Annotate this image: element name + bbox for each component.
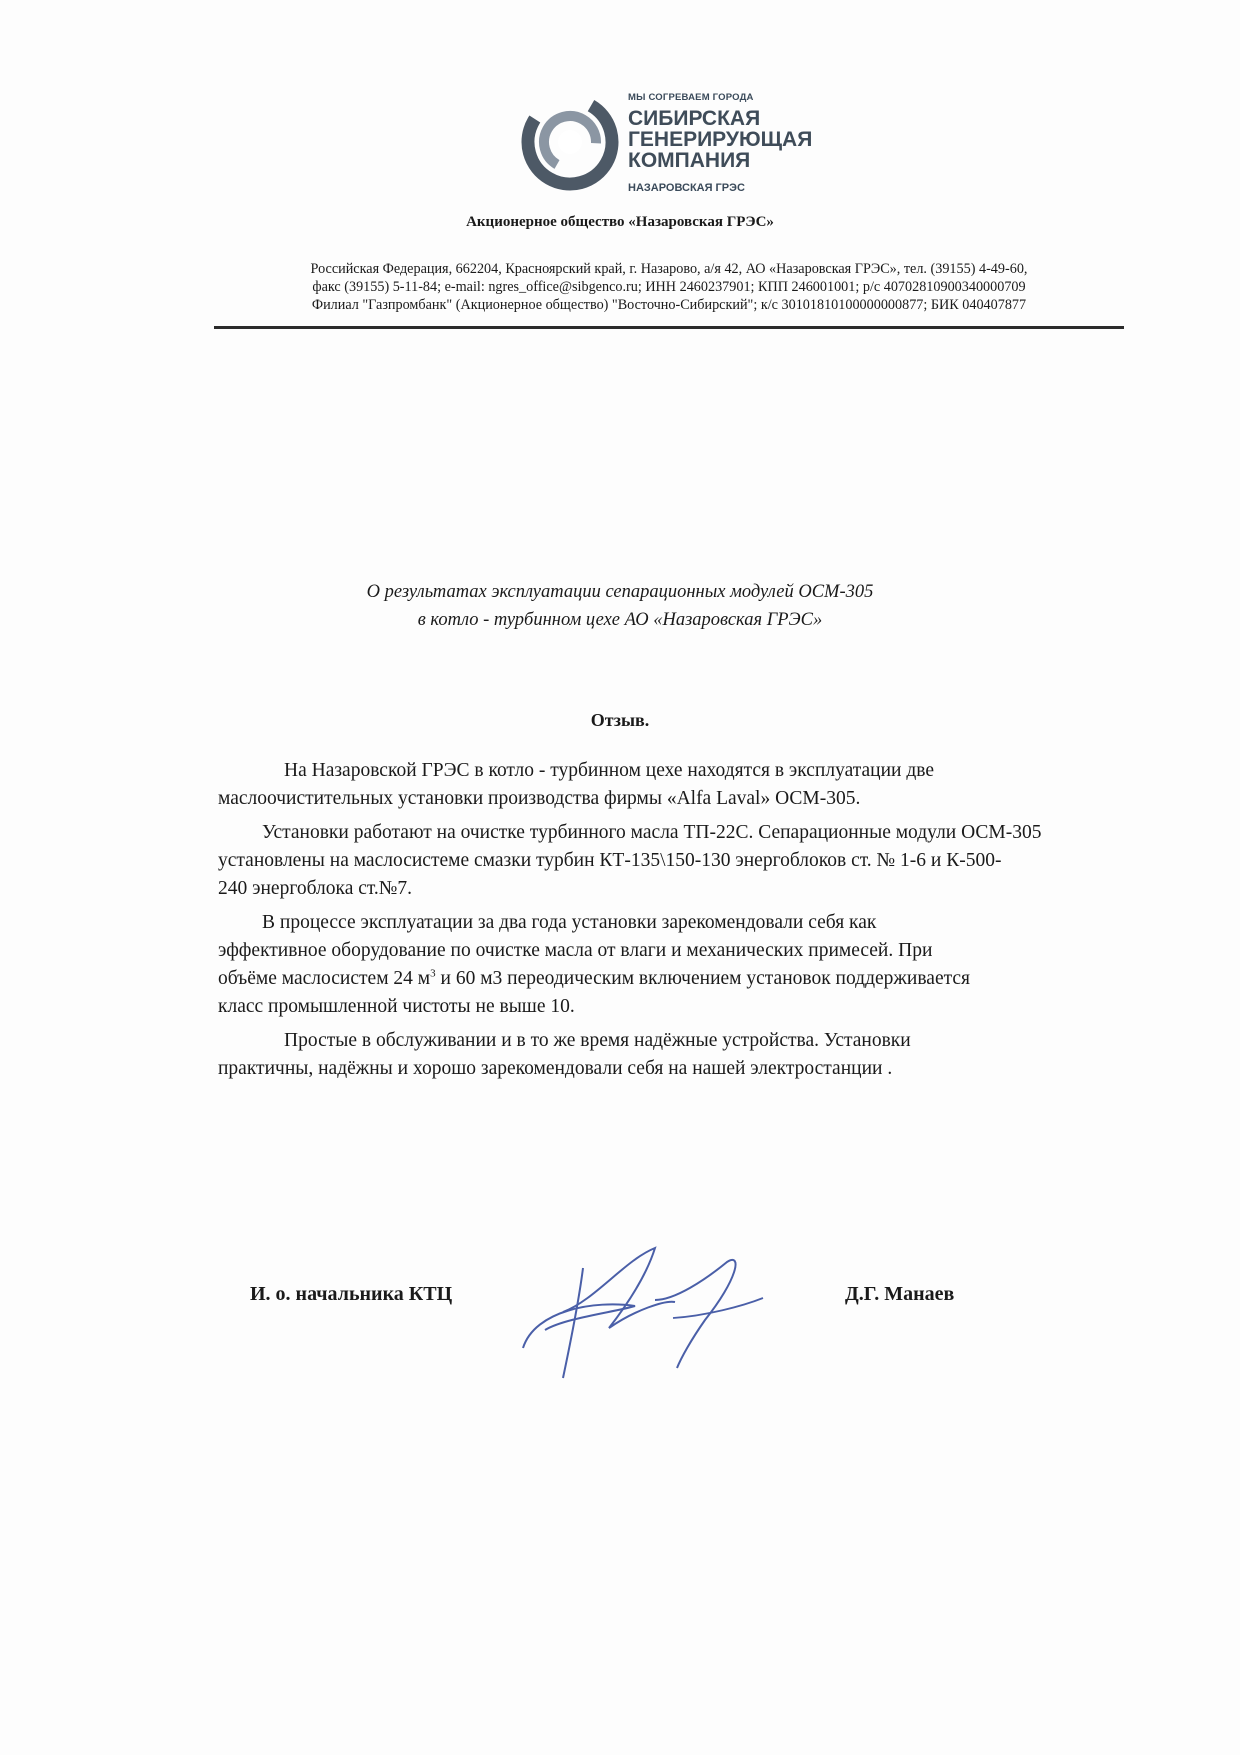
paragraph: В процессе эксплуатации за два года установки зарекомендовали себя как эффективное оборудование по очистке масла от влаги и механических примесей. При объёме маслосистем 24 $м^3$ и 60 м3 переодическим включением установок поддерживается класс промышленной чистоты не выше 10. xyxy=(218,912,970,1017)
paragraph: Простые в обслуживании и в то же время надёжные устройства. Установки практичны, надёжны и хорошо зарекомендовали себя на нашей электростанции . xyxy=(218,1030,911,1079)
paragraph: Установки работают на очистке турбинного масла ТП-22С. Сепарационные модули ОСМ-305 установлены на маслосистеме смазки турбин КТ-135\150-130 энергоблоков ст. № 1-6 и К-500- 240 энергоблока ст.№7. xyxy=(218,822,1042,899)
requisites-line: Филиал "Газпромбанк" (Акционерное общество) "Восточно-Сибирский"; к/с 30101810100000000877; БИК 040407877 xyxy=(311,297,1027,313)
company-logo xyxy=(520,88,820,198)
company-requisites xyxy=(214,260,1124,314)
logo-slogan: МЫ СОГРЕВАЕМ ГОРОДА xyxy=(628,92,754,103)
header-divider xyxy=(214,326,1124,329)
paragraph: На Назаровской ГРЭС в котло - турбинном цехе находятся в эксплуатации две маслоочистительных установки производства фирмы «Alfa Laval» ОСМ-305. xyxy=(218,760,935,809)
letter-body xyxy=(218,757,1118,1089)
ring-logo-icon xyxy=(520,92,620,192)
letter-heading: Отзыв. xyxy=(590,710,650,730)
signatory-role: И. о. начальника КТЦ xyxy=(250,1283,453,1305)
requisites-line: Российская Федерация, 662204, Красноярский край, г. Назарово, а/я 42, АО «Назаровская ГРЭС», тел. (39155) 4-49-60, xyxy=(310,261,1028,277)
signatory-name: Д.Г. Манаев xyxy=(845,1283,955,1305)
company-name: Акционерное общество «Назаровская ГРЭС» xyxy=(466,214,774,230)
letter-subject: О результатах эксплуатации сепарационных модулей ОСМ-305 в котло - турбинном цехе АО «Назаровская ГРЭС» xyxy=(366,582,874,630)
handwritten-signature xyxy=(505,1240,805,1390)
logo-branch-name: НАЗАРОВСКАЯ ГРЭС xyxy=(628,182,745,194)
logo-brand-name: СИБИРСКАЯ ГЕНЕРИРУЮЩАЯ КОМПАНИЯ xyxy=(628,107,813,172)
requisites-line: факс (39155) 5-11-84; e-mail: ngres_office@sibgenco.ru; ИНН 2460237901; КПП 246001001; р/с 40702810900340000709 xyxy=(312,279,1026,295)
